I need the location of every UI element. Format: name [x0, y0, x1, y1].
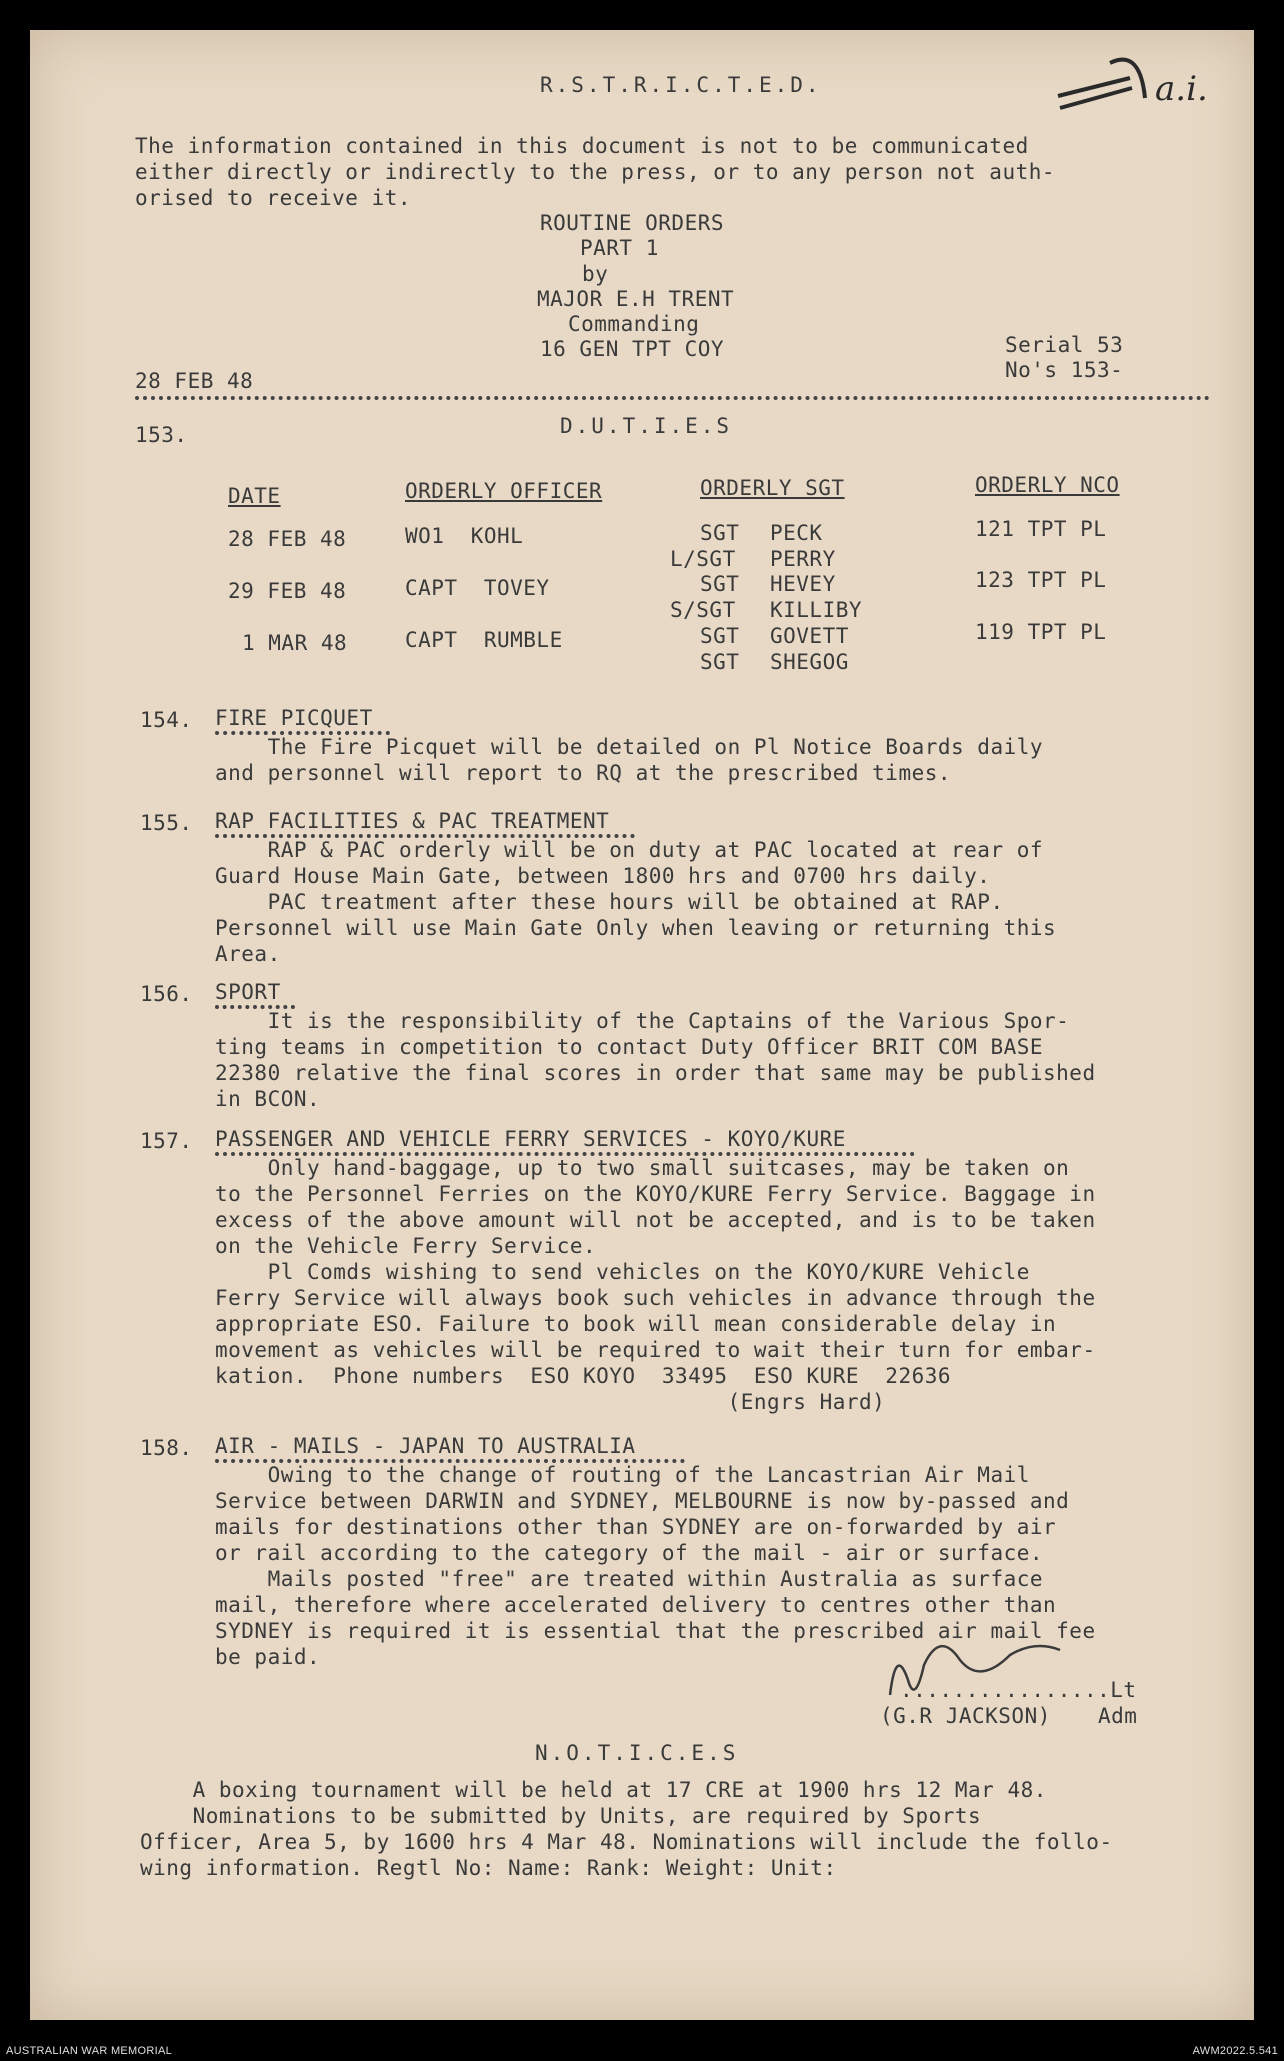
duty-sgt-rank: SGT [700, 650, 740, 674]
order-text-line: (Engrs Hard) [215, 1390, 886, 1414]
order-text-line: Ferry Service will always book such vehicles in advance through the [215, 1286, 1096, 1310]
classification-heading: R.S.T.R.I.C.T.E.D. [540, 73, 822, 97]
heading-by: by [582, 262, 609, 286]
order-text-line: SYDNEY is required it is essential that the prescribed air mail fee [215, 1619, 1096, 1643]
notice-line-1: The information contained in this document is not to be communicated [135, 134, 1029, 158]
order-text-line: and personnel will report to RQ at the prescribed times. [215, 761, 952, 785]
order-text-line: PAC treatment after these hours will be obtained at RAP. [215, 890, 1004, 914]
order-number: 156. [140, 982, 193, 1006]
duty-sgt-rank: SGT [700, 572, 740, 596]
header-divider [135, 396, 1210, 400]
serial-number: Serial 53 [1005, 333, 1124, 357]
duty-sgt-rank: SGT [700, 521, 740, 545]
order-text-line: Only hand-baggage, up to two small suitcases, may be taken on [215, 1156, 1070, 1180]
order-text-line: mail, therefore where accelerated delivery to centres other than [215, 1593, 1057, 1617]
duty-sgt-rank: L/SGT [670, 547, 736, 571]
heading-routine-orders: ROUTINE ORDERS [540, 211, 725, 235]
order-text-line: Area. [215, 942, 281, 966]
order-title: AIR - MAILS - JAPAN TO AUSTRALIA [215, 1434, 636, 1458]
order-text-line: in BCON. [215, 1087, 321, 1111]
order-text-line: to the Personnel Ferries on the KOYO/KURE Ferry Service. Baggage in [215, 1182, 1096, 1206]
duty-nco: 123 TPT PL [975, 568, 1107, 592]
order-text-line: Guard House Main Gate, between 1800 hrs and 0700 hrs daily. [215, 864, 991, 888]
heading-part: PART 1 [580, 236, 659, 260]
duty-officer: CAPT TOVEY [405, 576, 550, 600]
order-text-line: ting teams in competition to contact Duty Officer BRIT COM BASE [215, 1035, 1044, 1059]
duty-date: 29 FEB 48 [228, 579, 347, 603]
order-title: RAP FACILITIES & PAC TREATMENT [215, 809, 610, 833]
order-text-line: Personnel will use Main Gate Only when leaving or returning this [215, 916, 1057, 940]
svg-text:a.i.: a.i. [1155, 69, 1208, 109]
table-header-nco: ORDERLY NCO [975, 473, 1120, 497]
notices-title: N.O.T.I.C.E.S [535, 1741, 739, 1765]
duty-sgt-name: HEVEY [770, 572, 836, 596]
archive-credit: AUSTRALIAN WAR MEMORIAL [6, 2045, 173, 2057]
order-number: 154. [140, 708, 193, 732]
notice-line-3: orised to receive it. [135, 186, 412, 210]
heading-commanding: Commanding [568, 312, 700, 336]
notice-line-2: either directly or indirectly to the press, or to any person not auth- [135, 160, 1056, 184]
order-text-line: Owing to the change of routing of the Lancastrian Air Mail [215, 1463, 1030, 1487]
order-text-line: Service between DARWIN and SYDNEY, MELBOURNE is now by-passed and [215, 1489, 1070, 1513]
duty-date: 28 FEB 48 [228, 527, 347, 551]
duty-nco: 121 TPT PL [975, 517, 1107, 541]
table-header-officer: ORDERLY OFFICER [405, 479, 603, 503]
duty-date: 1 MAR 48 [242, 631, 348, 655]
order-text-line: kation. Phone numbers ESO KOYO 33495 ESO KURE 22636 [215, 1364, 952, 1388]
order-title: PASSENGER AND VEHICLE FERRY SERVICES - KOYO/KURE [215, 1127, 846, 1151]
signatory-name: (G.R JACKSON) [880, 1704, 1051, 1728]
order-title: SPORT [215, 980, 281, 1004]
duty-officer: WO1 KOHL [405, 524, 524, 548]
duty-sgt-name: GOVETT [770, 624, 849, 648]
signatory-appointment: Adm [1098, 1704, 1138, 1728]
notices-text-line: Officer, Area 5, by 1600 hrs 4 Mar 48. Nominations will include the follo- [140, 1830, 1113, 1854]
order-number: 155. [140, 811, 193, 835]
duty-sgt-name: PECK [770, 521, 823, 545]
order-title: FIRE PICQUET [215, 706, 373, 730]
duty-sgt-rank: SGT [700, 624, 740, 648]
notices-text-line: A boxing tournament will be held at 17 CRE at 1900 hrs 12 Mar 48. [140, 1778, 1047, 1802]
order-text-line: on the Vehicle Ferry Service. [215, 1234, 597, 1258]
order-text-line: be paid. [215, 1645, 321, 1669]
order-text-line: or rail according to the category of the mail - air or surface. [215, 1541, 1044, 1565]
notices-text-line: wing information. Regtl No: Name: Rank: Weight: Unit: [140, 1856, 837, 1880]
order-text-line: mails for destinations other than SYDNEY are on-forwarded by air [215, 1515, 1057, 1539]
duty-sgt-name: SHEGOG [770, 650, 849, 674]
order-text-line: movement as vehicles will be required to wait their turn for embar- [215, 1338, 1096, 1362]
order-text-line: excess of the above amount will not be accepted, and is to be taken [215, 1208, 1096, 1232]
table-header-sgt: ORDERLY SGT [700, 476, 845, 500]
archive-reference: AWM2022.5.541 [1192, 2045, 1278, 2057]
duty-sgt-rank: S/SGT [670, 598, 736, 622]
notices-text-line: Nominations to be submitted by Units, are required by Sports [140, 1804, 982, 1828]
heading-unit: 16 GEN TPT COY [540, 337, 725, 361]
order-text-line: It is the responsibility of the Captains of the Various Spor- [215, 1009, 1070, 1033]
order-text-line: The Fire Picquet will be detailed on Pl Notice Boards daily [215, 735, 1044, 759]
duty-sgt-name: PERRY [770, 547, 836, 571]
order-text-line: Mails posted "free" are treated within Australia as surface [215, 1567, 1044, 1591]
duty-sgt-name: KILLIBY [770, 598, 863, 622]
order-number: 157. [140, 1129, 193, 1153]
order-text-line: RAP & PAC orderly will be on duty at PAC located at rear of [215, 838, 1044, 862]
order-text-line: Pl Comds wishing to send vehicles on the KOYO/KURE Vehicle [215, 1260, 1030, 1284]
order-text-line: 22380 relative the final scores in order that same may be published [215, 1061, 1096, 1085]
document-date: 28 FEB 48 [135, 369, 254, 393]
heading-commander: MAJOR E.H TRENT [537, 287, 735, 311]
order-number: 158. [140, 1436, 193, 1460]
order-numbers: No's 153- [1005, 358, 1124, 382]
table-header-date: DATE [228, 484, 281, 508]
order-text-line: appropriate ESO. Failure to book will mean considerable delay in [215, 1312, 1057, 1336]
order-number: 153. [135, 423, 188, 447]
signature-line: ................Lt [900, 1678, 1137, 1702]
duty-officer: CAPT RUMBLE [405, 628, 563, 652]
order-title: D.U.T.I.E.S [560, 414, 733, 438]
handwritten-annotation [1050, 38, 1240, 128]
duty-nco: 119 TPT PL [975, 620, 1107, 644]
